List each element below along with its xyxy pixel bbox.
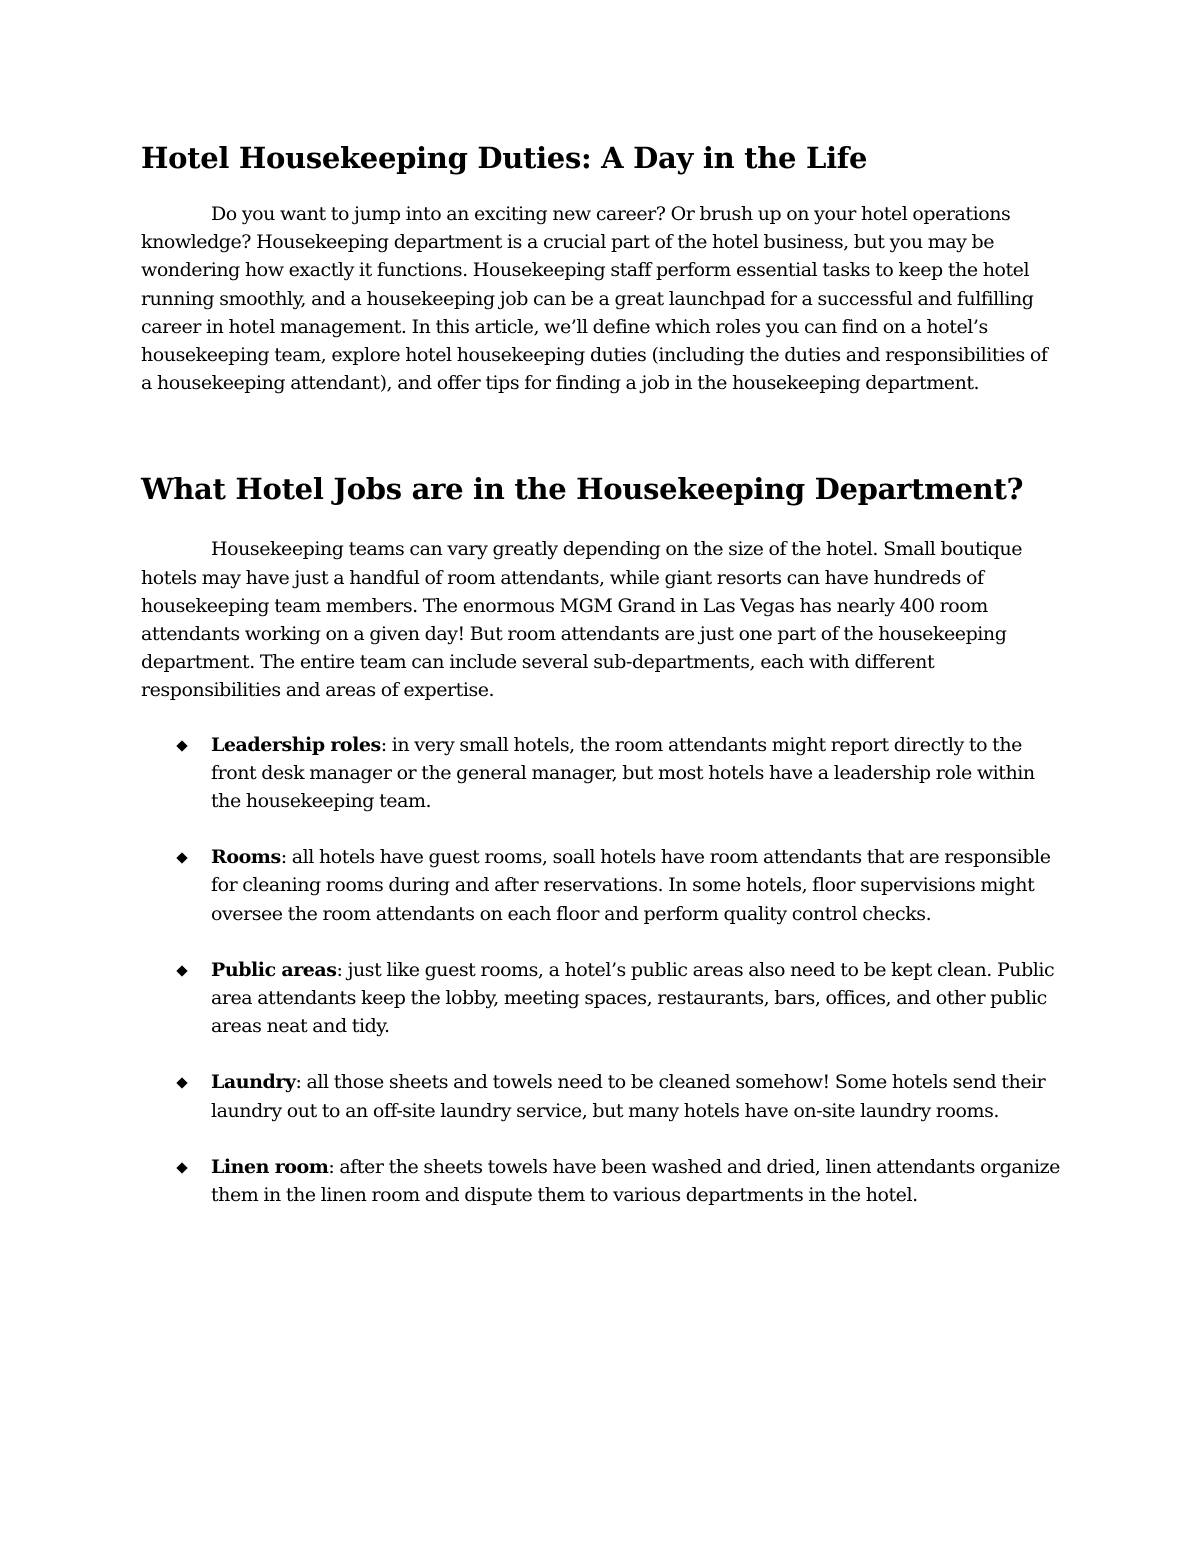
role-term: Linen room	[211, 1155, 329, 1178]
role-term: Leadership roles	[211, 733, 381, 756]
role-term: Laundry	[211, 1071, 296, 1094]
list-item-linen-room	[141, 1153, 1061, 1209]
document-page	[141, 138, 1061, 1237]
role-term: Rooms	[211, 846, 281, 869]
list-item-laundry	[141, 1068, 1061, 1124]
role-term: Public areas	[211, 958, 337, 981]
bullet-icon	[176, 965, 187, 976]
role-description: : all hotels have guest rooms, soall hotels have room attendants that are responsible for cleaning rooms during and after reservations. In some hotels, floor supervisions might oversee the room attendants on each floor and perform quality control checks.	[211, 846, 1051, 925]
section-heading: What Hotel Jobs are in the Housekeeping Department?	[141, 472, 1024, 507]
bullet-icon	[176, 1162, 187, 1173]
list-item-leadership-roles	[141, 731, 1061, 816]
role-description: : after the sheets towels have been washed and dried, linen attendants organize them in the linen room and dispute them to various departments in the hotel.	[211, 1155, 1060, 1207]
role-description: : all those sheets and towels need to be cleaned somehow! Some hotels send their laundry out to an off-site laundry service, but many hotels have on-site laundry rooms.	[211, 1071, 1046, 1122]
roles-list	[141, 731, 1061, 1210]
list-item-public-areas	[141, 956, 1061, 1041]
bullet-icon	[176, 853, 187, 864]
section-paragraph: Housekeeping teams can vary greatly depending on the size of the hotel. Small boutique hotels may have just a handful of room attendants, while giant resorts can have hundreds of housekeeping team members. The enormous MGM Grand in Las Vegas has nearly 400 room attendants working on a given day! But room attendants are just one part of the housekeeping department. The entire team can include several sub-departments, each with different responsibilities and areas of expertise.	[141, 538, 1023, 702]
role-description: : just like guest rooms, a hotel’s public areas also need to be kept clean. Public area attendants keep the lobby, meeting spaces, restaurants, bars, offices, and other public areas neat and tidy.	[211, 958, 1055, 1038]
role-description: : in very small hotels, the room attendants might report directly to the front desk manager or the general manager, but most hotels have a leadership role within the housekeeping team.	[211, 733, 1035, 813]
intro-paragraph: Do you want to jump into an exciting new career? Or brush up on your hotel operations knowledge? Housekeeping department is a crucial part of the hotel business, but you may be wondering how exactly it functions. Housekeeping staff perform essential tasks to keep the hotel running smoothly, and a housekeeping job can be a great launchpad for a successful and fulfilling career in hotel management. In this article, we’ll define which roles you can find on a hotel’s housekeeping team, explore hotel housekeeping duties (including the duties and responsibilities of a housekeeping attendant), and offer tips for finding a job in the housekeeping department.	[141, 203, 1048, 395]
bullet-icon	[176, 740, 187, 751]
list-item-rooms	[141, 843, 1061, 928]
article-title: Hotel Housekeeping Duties: A Day in the Life	[141, 141, 868, 175]
bullet-icon	[176, 1078, 187, 1089]
